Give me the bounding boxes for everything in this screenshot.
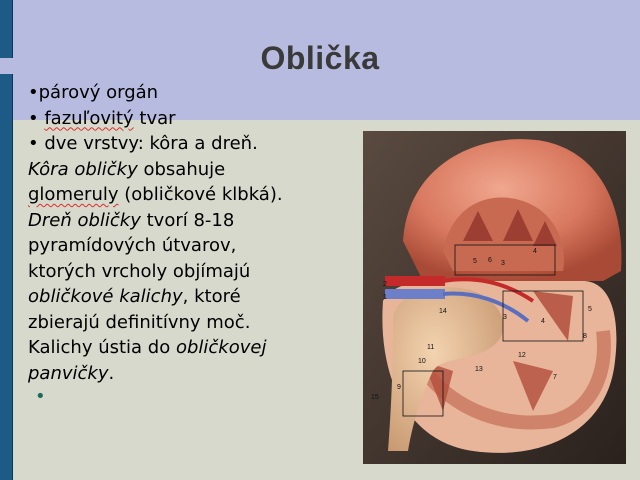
text-line [28, 361, 368, 387]
figure-label: 10 [418, 358, 426, 365]
text-run: obličkové kalichy [28, 286, 183, 307]
figure-label: 5 [588, 306, 592, 313]
text-line [28, 157, 368, 183]
slide-body-text[interactable] [28, 80, 368, 386]
window-edge-bar-bottom [0, 74, 13, 480]
text-run: . [108, 362, 115, 384]
text-run: obličkovej [175, 337, 267, 358]
empty-bullet[interactable]: • [35, 386, 46, 407]
figure-label: 13 [475, 366, 483, 373]
text-line [28, 131, 368, 157]
figure-label: 9 [397, 384, 401, 391]
text-run: • [28, 107, 45, 129]
text-run: Kalichy ústia do [28, 337, 176, 358]
text-line [28, 310, 368, 336]
text-line [28, 106, 368, 132]
figure-label: 1 [383, 294, 387, 301]
kidney-cross-section-image[interactable] [363, 131, 626, 464]
text-run: pyramídových útvarov, [28, 235, 237, 256]
text-run: panvičky [28, 362, 109, 384]
slide-title[interactable]: Oblička [260, 40, 380, 76]
text-run: • dve vrstvy: kôra a dreň. [28, 133, 258, 154]
text-run: Dreň obličky [28, 209, 141, 231]
text-line [28, 259, 368, 285]
text-run: ktorých vrcholy objímajú [28, 260, 251, 282]
figure-label: 3 [501, 260, 505, 267]
text-run: •párový orgán [28, 82, 159, 103]
text-run: glomeruly [28, 184, 119, 205]
text-line [28, 182, 368, 208]
figure-label: 3 [503, 314, 507, 321]
text-line [28, 80, 368, 106]
kidney-illustration [363, 131, 626, 464]
text-line [28, 284, 368, 310]
text-run: Kôra obličky [28, 158, 138, 180]
text-run: fazuľovitý [44, 107, 134, 129]
text-run: tvar [133, 107, 176, 129]
figure-label: 6 [488, 257, 492, 264]
figure-label: 14 [439, 308, 447, 315]
figure-label: 4 [533, 248, 537, 255]
figure-label: 2 [383, 281, 387, 288]
figure-label: 12 [518, 352, 526, 359]
text-run: tvorí 8-18 [140, 209, 235, 231]
figure-label: 4 [541, 318, 545, 325]
text-line [28, 208, 368, 234]
figure-label: 15 [371, 394, 379, 401]
figure-label: 8 [583, 333, 587, 340]
text-run: zbierajú definitívny moč. [28, 311, 251, 333]
figure-label: 11 [427, 344, 435, 351]
text-line [28, 233, 368, 259]
text-line [28, 335, 368, 361]
text-run: obsahuje [137, 158, 226, 180]
figure-label: 5 [473, 258, 477, 265]
text-run: , ktoré [182, 286, 241, 307]
text-run: (obličkové klbká). [118, 184, 283, 205]
figure-label: 7 [553, 374, 557, 381]
